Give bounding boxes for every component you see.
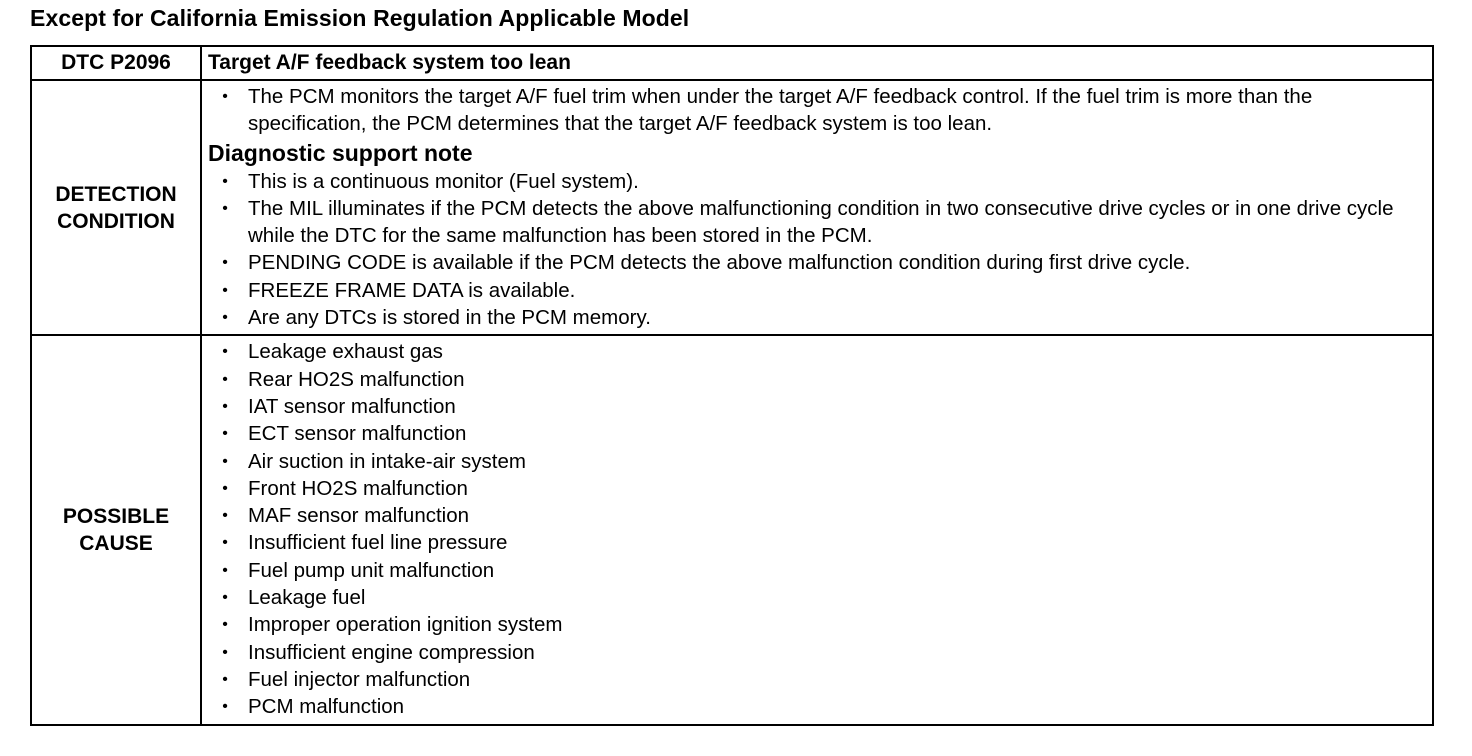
list-item (208, 393, 1426, 420)
list-item (208, 502, 1426, 529)
possible-cause-content (201, 335, 1433, 724)
bullet-icon: • (222, 88, 228, 105)
possible-cause-label-line2: CAUSE (79, 531, 153, 555)
list-item-text: The PCM monitors the target A/F fuel trim when under the target A/F feedback control. If the fuel trim is more than the specification, the PCM determines that the target A/F feedback system is too lean. (248, 85, 1313, 136)
list-item-text: ECT sensor malfunction (248, 422, 467, 446)
list-item-text: IAT sensor malfunction (248, 394, 456, 418)
bullet-icon: • (222, 309, 228, 327)
list-item (208, 338, 1426, 365)
diagnostic-support-note-heading: Diagnostic support note (208, 139, 473, 166)
bullet-icon: • (222, 452, 228, 470)
list-item-text: Are any DTCs is stored in the PCM memory. (248, 306, 651, 330)
list-item (208, 557, 1426, 584)
list-item-text: PENDING CODE is available if the PCM detects the above malfunction condition during first drive cycle. (248, 251, 1191, 275)
list-item-text: This is a continuous monitor (Fuel system). (248, 169, 639, 193)
bullet-icon: • (222, 370, 228, 388)
bullet-icon: • (222, 670, 228, 688)
bullet-icon: • (222, 561, 228, 579)
dtc-code-label: DTC P2096 (31, 46, 201, 80)
dtc-table (30, 45, 1434, 726)
list-item (208, 195, 1426, 250)
bullet-icon: • (222, 199, 228, 217)
bullet-icon: • (222, 172, 228, 190)
bullet-icon: • (222, 254, 228, 272)
bullet-icon: • (222, 643, 228, 661)
list-item-text: Air suction in intake-air system (248, 449, 526, 473)
bullet-icon: • (222, 589, 228, 607)
list-item (208, 639, 1426, 666)
list-item (208, 83, 1426, 138)
diagnostic-note-list (208, 168, 1426, 332)
list-item-text: Leakage exhaust gas (248, 340, 443, 364)
table-header-row (31, 46, 1433, 80)
bullet-icon: • (222, 534, 228, 552)
list-item (208, 168, 1426, 195)
list-item-text: Insufficient fuel line pressure (248, 531, 508, 555)
detection-label-line1: DETECTION (55, 182, 177, 206)
list-item (208, 475, 1426, 502)
bullet-icon: • (222, 397, 228, 415)
list-item-text: PCM malfunction (248, 695, 405, 719)
list-item-text: Insufficient engine compression (248, 640, 535, 664)
list-item-text: Fuel injector malfunction (248, 667, 471, 691)
bullet-icon: • (222, 479, 228, 497)
possible-cause-label (31, 335, 201, 724)
list-item (208, 448, 1426, 475)
list-item (208, 249, 1426, 276)
list-item-text: The MIL illuminates if the PCM detects the above malfunctioning condition in two consecutive drive cycles or in one drive cycle while the DTC for the same malfunction has been stored in the PCM. (248, 196, 1394, 248)
list-item-text: MAF sensor malfunction (248, 504, 470, 528)
detection-condition-label (31, 80, 201, 335)
list-item (208, 420, 1426, 447)
list-item-text: Front HO2S malfunction (248, 476, 468, 500)
list-item (208, 529, 1426, 556)
list-item (208, 666, 1426, 693)
bullet-icon: • (222, 698, 228, 716)
list-item-text: Improper operation ignition system (248, 613, 563, 637)
possible-cause-row (31, 335, 1433, 724)
bullet-icon: • (222, 616, 228, 634)
bullet-icon: • (222, 425, 228, 443)
dtc-title: Target A/F feedback system too lean (201, 46, 1433, 80)
detection-intro-list (208, 83, 1426, 138)
possible-cause-label-line1: POSSIBLE (62, 504, 170, 528)
list-item (208, 304, 1426, 331)
list-item-text: FREEZE FRAME DATA is available. (248, 278, 576, 302)
bullet-icon: • (222, 507, 228, 525)
list-item (208, 693, 1426, 720)
possible-cause-list (208, 338, 1426, 720)
list-item (208, 277, 1426, 304)
page-heading: Except for California Emission Regulation Applicable Model (30, 5, 690, 31)
bullet-icon: • (222, 343, 228, 361)
detection-condition-content (201, 80, 1433, 335)
list-item-text: Rear HO2S malfunction (248, 367, 465, 391)
list-item-text: Leakage fuel (248, 586, 366, 610)
bullet-icon: • (222, 281, 228, 299)
list-item (208, 611, 1426, 638)
detection-label-line2: CONDITION (57, 209, 175, 233)
list-item (208, 366, 1426, 393)
list-item (208, 584, 1426, 611)
detection-condition-row (31, 80, 1433, 335)
list-item-text: Fuel pump unit malfunction (248, 558, 495, 582)
